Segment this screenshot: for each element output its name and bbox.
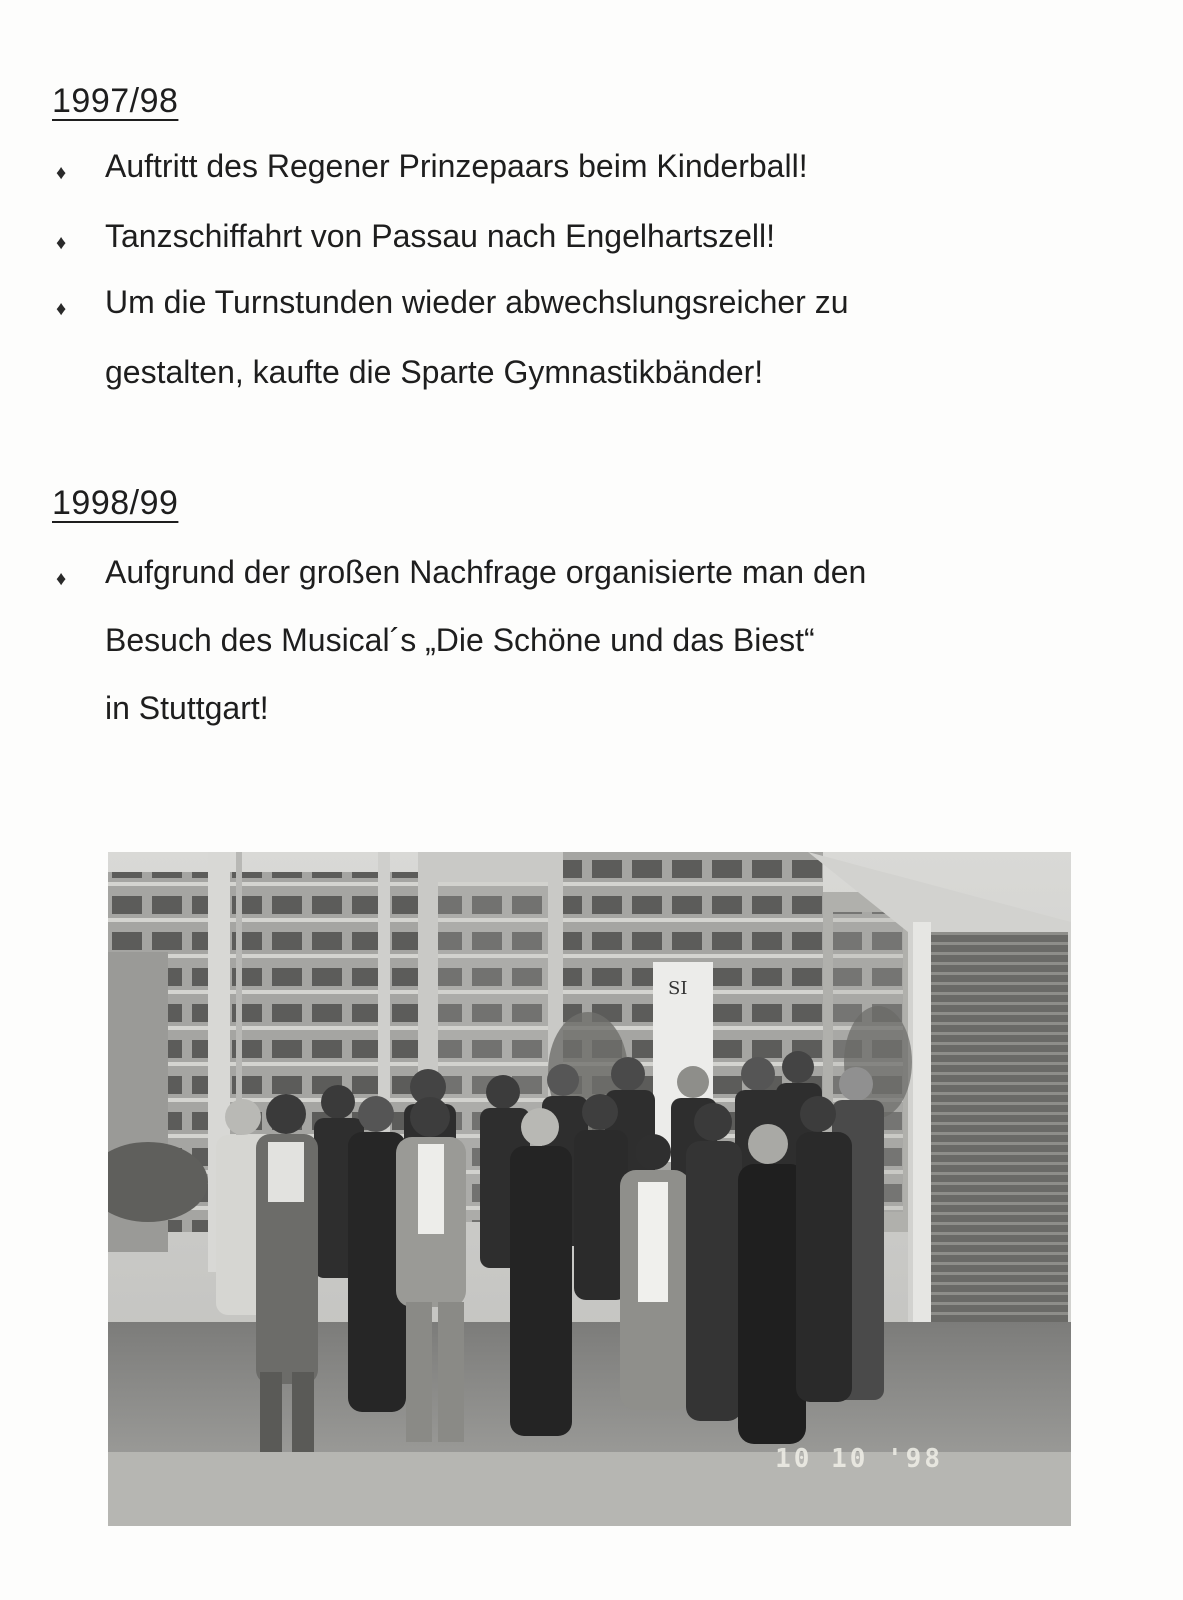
- diamond-bullet-icon: ♦: [56, 232, 67, 254]
- list-item-text: in Stuttgart!: [105, 690, 269, 726]
- diamond-bullet-icon: ♦: [56, 568, 67, 590]
- list-item-text: Aufgrund der großen Nachfrage organisierte man den: [105, 554, 867, 590]
- section-year-heading: 1997/98: [52, 82, 179, 120]
- photo-illustration: [108, 852, 1071, 1526]
- list-item-text: Besuch des Musical´s „Die Schöne und das Biest“: [105, 622, 815, 658]
- photo-date-stamp: 10 10 '98: [775, 1444, 943, 1474]
- list-item-text: Um die Turnstunden wieder abwechslungsreicher zu: [105, 284, 849, 320]
- diamond-bullet-icon: ♦: [56, 162, 67, 184]
- list-item-text: Tanzschiffahrt von Passau nach Engelhartszell!: [105, 218, 776, 254]
- list-item-text: gestalten, kaufte die Sparte Gymnastikbänder!: [105, 354, 764, 390]
- group-photo: [108, 852, 1071, 1526]
- list-item-text: Auftritt des Regener Prinzepaars beim Kinderball!: [105, 148, 808, 184]
- sign-text: SI: [668, 978, 688, 999]
- section-year-heading: 1998/99: [52, 484, 179, 522]
- diamond-bullet-icon: ♦: [56, 298, 67, 320]
